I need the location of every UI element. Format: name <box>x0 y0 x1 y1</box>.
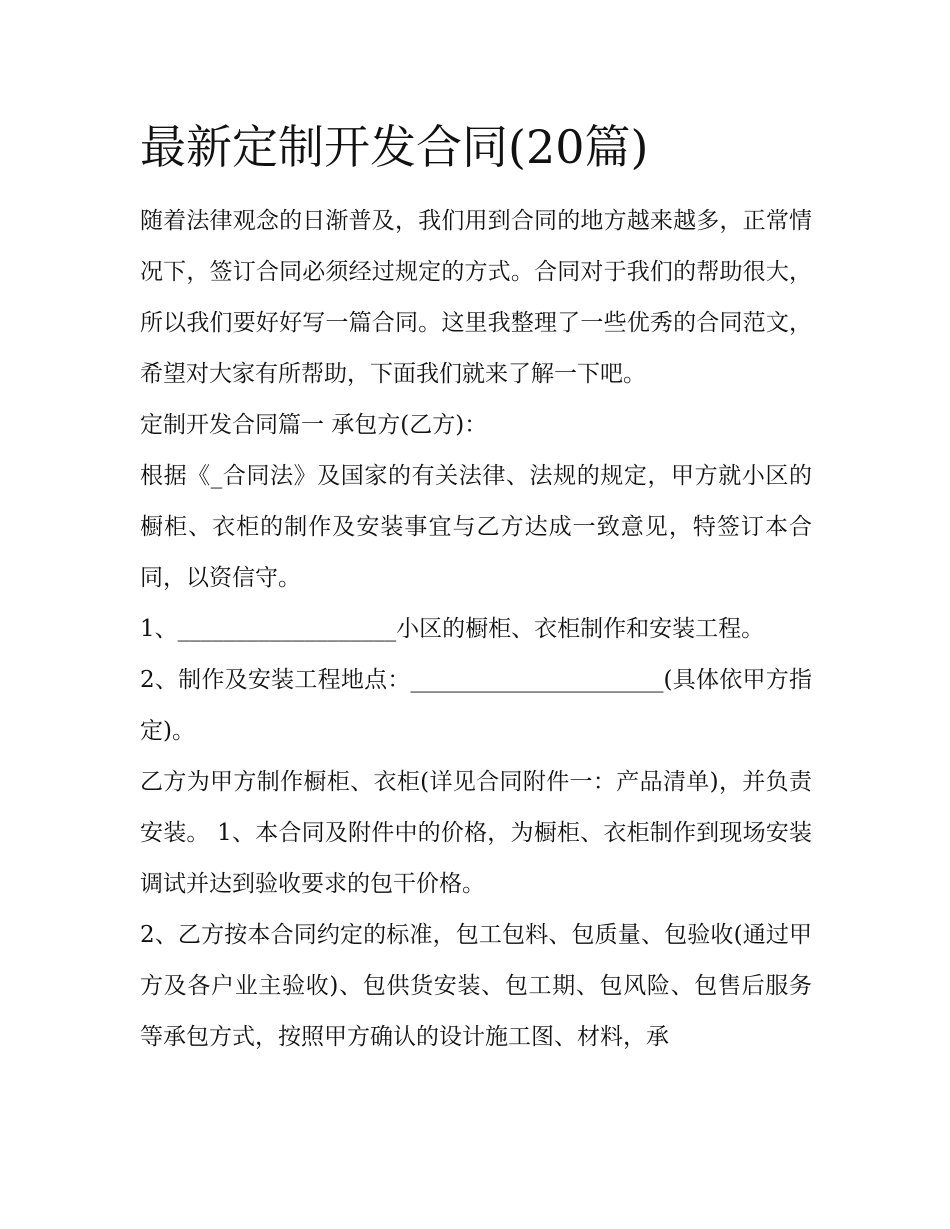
paragraph-section-heading: 定制开发合同篇一 承包方(乙方)： <box>140 412 488 438</box>
paragraph-intro: 随着法律观念的日渐普及，我们用到合同的地方越来越多，正常情况下，签订合同必须经过规定的方式。合同对于我们的帮助很大，所以我们要好好写一篇合同。这里我整理了一些优秀的合同范文，希望对大家有所帮助，下面我们就来了解一下吧。 <box>140 208 812 387</box>
paragraph-legal-basis: 根据《_合同法》及国家的有关法律、法规的规定，甲方就小区的橱柜、衣柜的制作及安装事宜与乙方达成一致意见，特签订本合同，以资信守。 <box>140 463 812 591</box>
paragraph-item-1: 1、___________________小区的橱柜、衣柜制作和安装工程。 <box>140 616 765 642</box>
document-title: 最新定制开发合同(20篇) <box>140 120 649 174</box>
paragraph-terms: 2、乙方按本合同约定的标准，包工包料、包质量、包验收(通过甲方及各户业主验收)、包供货安装、包工期、包风险、包售后服务等承包方式，按照甲方确认的设计施工图、材料，承 <box>140 922 812 1050</box>
paragraph-item-2: 2、制作及安装工程地点：______________________(具体依甲方指定)。 <box>140 667 812 744</box>
paragraph-scope: 乙方为甲方制作橱柜、衣柜(详见合同附件一：产品清单)，并负责安装。 1、本合同及附件中的价格，为橱柜、衣柜制作到现场安装调试并达到验收要求的包干价格。 <box>140 769 812 897</box>
document-body <box>140 196 812 1063</box>
